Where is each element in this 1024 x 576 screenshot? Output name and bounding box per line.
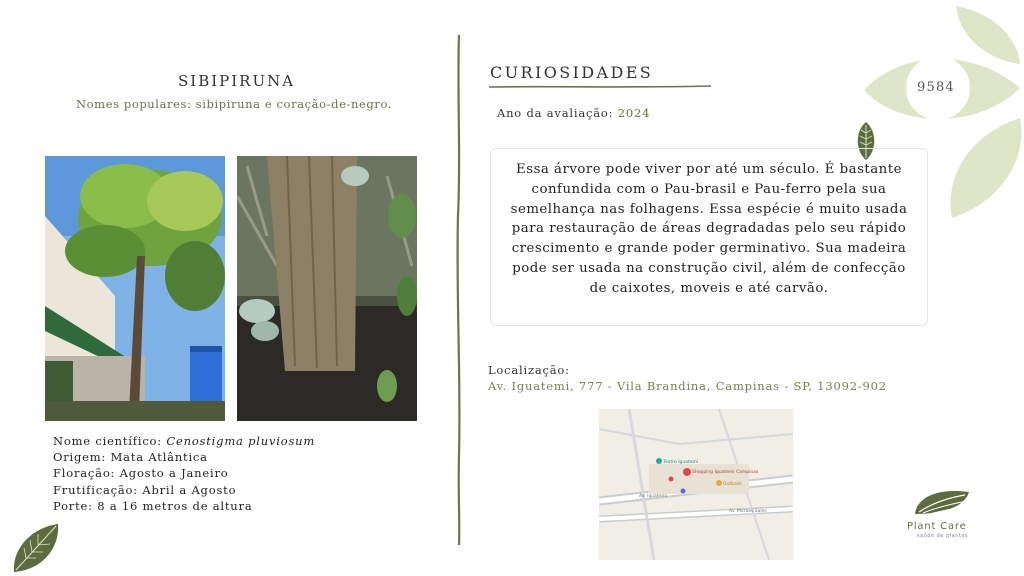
column-divider	[452, 35, 466, 545]
location-map[interactable]	[599, 409, 793, 560]
tree-photo-canopy	[45, 156, 225, 421]
map-pin-theater	[656, 458, 662, 464]
location-label: Localização:	[488, 363, 570, 377]
decorative-leaf-bottom-left	[10, 520, 62, 576]
map-label-road-1: Av. Iguatemi	[639, 494, 667, 499]
fruiting-line: Frutificação: Abril a Agosto	[53, 482, 237, 497]
curiosities-title: CURIOSIDADES	[490, 63, 654, 82]
scientific-name-value: Cenostigma pluviosum	[166, 434, 316, 448]
record-number-badge: 9584	[917, 80, 955, 95]
year-label: Ano da avaliação:	[497, 106, 618, 120]
tree-common-name: SIBIPIRUNA	[178, 72, 296, 90]
curiosity-text-box: Essa árvore pode viver por até um século. É bastante confundida com o Pau-brasil e Pau-ferro pela sua semelhança nas folhagens. Essa espécie é muito usada para restauração de áreas degradadas pelo seu rápido crescimento e grande poder germinativo. Sua madeira pode ser usada na construção civil, além de confecção de caixotes, moveis e até carvão.	[490, 148, 928, 326]
brand-name: Plant Care	[907, 521, 967, 532]
title-underline	[489, 84, 711, 90]
evaluation-year	[497, 106, 650, 120]
origin-line: Origem: Mata Atlântica	[53, 450, 208, 465]
map-label-restaurant: Outback	[723, 482, 742, 487]
tree-photo-trunk	[237, 156, 417, 421]
scientific-name-label: Nome científico:	[53, 434, 167, 448]
popular-names: Nomes populares: sibipiruna e coração-de-negro.	[76, 97, 393, 111]
map-label-shopping: Shopping Iguatemi Campinas	[692, 470, 759, 475]
map-pin-restaurant	[716, 480, 722, 486]
location-address: Av. Iguatemi, 777 - Vila Brandina, Campinas - SP, 13092-902	[488, 379, 887, 393]
size-line: Porte: 8 a 16 metros de altura	[53, 498, 253, 513]
map-label-theater: Teatro Iguatemi	[663, 460, 699, 465]
map-pin-shopping	[683, 468, 691, 476]
map-label-road-2: Av. Moraes Sales	[729, 509, 767, 514]
plant-care-logo-icon	[905, 486, 975, 516]
tree-facts	[53, 433, 315, 514]
scientific-name-line	[53, 433, 315, 449]
flowering-line: Floração: Agosto a Janeiro	[53, 466, 229, 481]
year-value: 2024	[617, 106, 651, 120]
brand-tagline: saúde de plantas	[917, 533, 968, 539]
